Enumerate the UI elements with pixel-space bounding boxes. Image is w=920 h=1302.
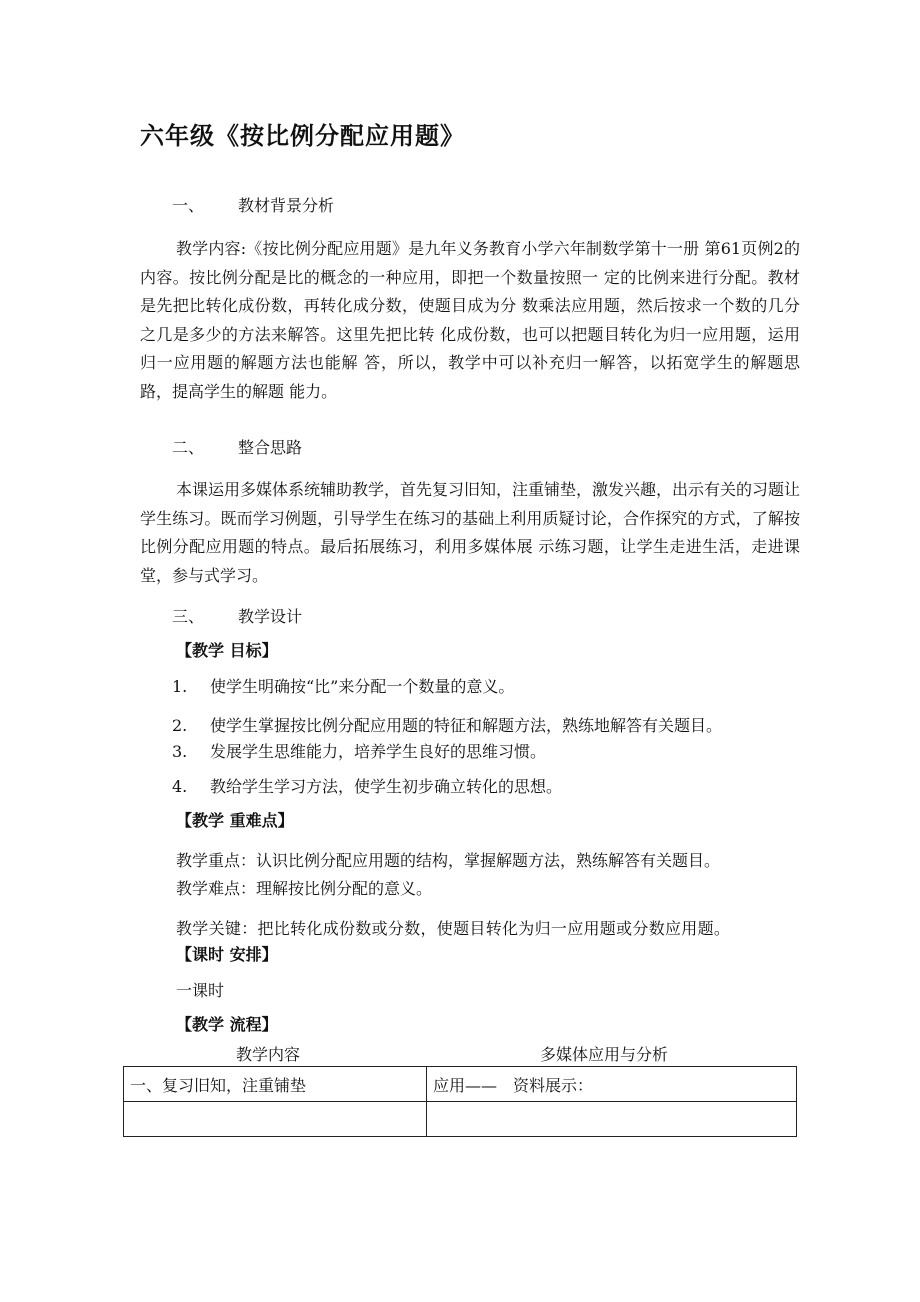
teaching-flow-table bbox=[123, 1066, 797, 1137]
key-point-crux: 教学关键：把比转化成份数或分数，使题目转化为归一应用题或分数应用题。 bbox=[176, 919, 731, 938]
section-label: 教材背景分析 bbox=[238, 196, 335, 215]
table-cell: 应用—— 资料展示： bbox=[427, 1067, 797, 1102]
table-cell: 一、复习旧知，注重铺垫 bbox=[124, 1067, 427, 1102]
section-label: 整合思路 bbox=[238, 438, 303, 457]
section-heading-3 bbox=[172, 604, 302, 627]
goal-text: 使学生明确按“比”来分配一个数量的意义。 bbox=[210, 677, 515, 696]
table-cell bbox=[427, 1102, 797, 1137]
section-heading-2 bbox=[172, 435, 302, 458]
goal-number: 4. bbox=[172, 777, 188, 796]
flow-heading: 【教学 流程】 bbox=[176, 1015, 278, 1034]
key-point-difficulty: 教学难点：理解按比例分配的意义。 bbox=[176, 879, 433, 898]
goal-text: 教给学生学习方法，使学生初步确立转化的思想。 bbox=[210, 777, 563, 796]
goal-number: 2. bbox=[172, 716, 188, 735]
table-header-content: 教学内容 bbox=[236, 1045, 301, 1064]
section-label: 教学设计 bbox=[238, 607, 303, 626]
goals-heading: 【教学 目标】 bbox=[176, 641, 278, 660]
section-number: 三、 bbox=[172, 607, 205, 626]
section-number: 一、 bbox=[172, 196, 205, 215]
class-time-value: 一课时 bbox=[176, 981, 225, 1000]
paragraph-integration-idea: 本课运用多媒体系统辅助教学，首先复习旧知，注重铺垫，激发兴趣，出示有关的习题让学生练习。既而学习例题，引导学生在练习的基础上利用质疑讨论，合作探究的方式，了解按比例分配应用题的特点。最后拓展练习，利用多媒体展 示练习题，让学生走进生活，走进课堂，参与式学习。 bbox=[140, 480, 801, 585]
section-heading-1 bbox=[172, 193, 334, 216]
section-number: 二、 bbox=[172, 438, 205, 457]
goal-item bbox=[172, 674, 514, 697]
goal-text: 使学生掌握按比例分配应用题的特征和解题方法，熟练地解答有关题目。 bbox=[210, 716, 723, 735]
goal-number: 1. bbox=[172, 677, 188, 696]
paragraph-teaching-content: 教学内容:《按比例分配应用题》是九年义务教育小学六年制数学第十一册 第61页例2的内容。按比例分配是比的概念的一种应用，即把一个数量按照一 定的比例来进行分配。教材是先把比转化成份数，再转化成分数，使题目成为分 数乘法应用题，然后按求一个数的几分之几是多少的方法来解答。这里先把比转 化成份数，也可以把题目转化为归一应用题，运用归一应用题的解题方法也能解 答，所以，教学中可以补充归一解答，以拓宽学生的解题思路，提高学生的解题 能力。 bbox=[140, 239, 800, 401]
goal-text: 发展学生思维能力，培养学生良好的思维习惯。 bbox=[210, 742, 547, 761]
goal-item bbox=[172, 774, 562, 797]
key-point-focus: 教学重点：认识比例分配应用题的结构，掌握解题方法，熟练解答有关题目。 bbox=[176, 851, 721, 870]
table-header-media: 多媒体应用与分析 bbox=[540, 1045, 669, 1064]
goal-item bbox=[172, 739, 546, 762]
table-row bbox=[124, 1067, 797, 1102]
class-time-heading: 【课时 安排】 bbox=[176, 945, 278, 964]
page-title: 六年级《按比例分配应用题》 bbox=[140, 122, 465, 150]
goal-item bbox=[172, 713, 722, 736]
goal-number: 3. bbox=[172, 742, 188, 761]
key-points-heading: 【教学 重难点】 bbox=[176, 811, 294, 830]
table-row bbox=[124, 1102, 797, 1137]
table-cell bbox=[124, 1102, 427, 1137]
